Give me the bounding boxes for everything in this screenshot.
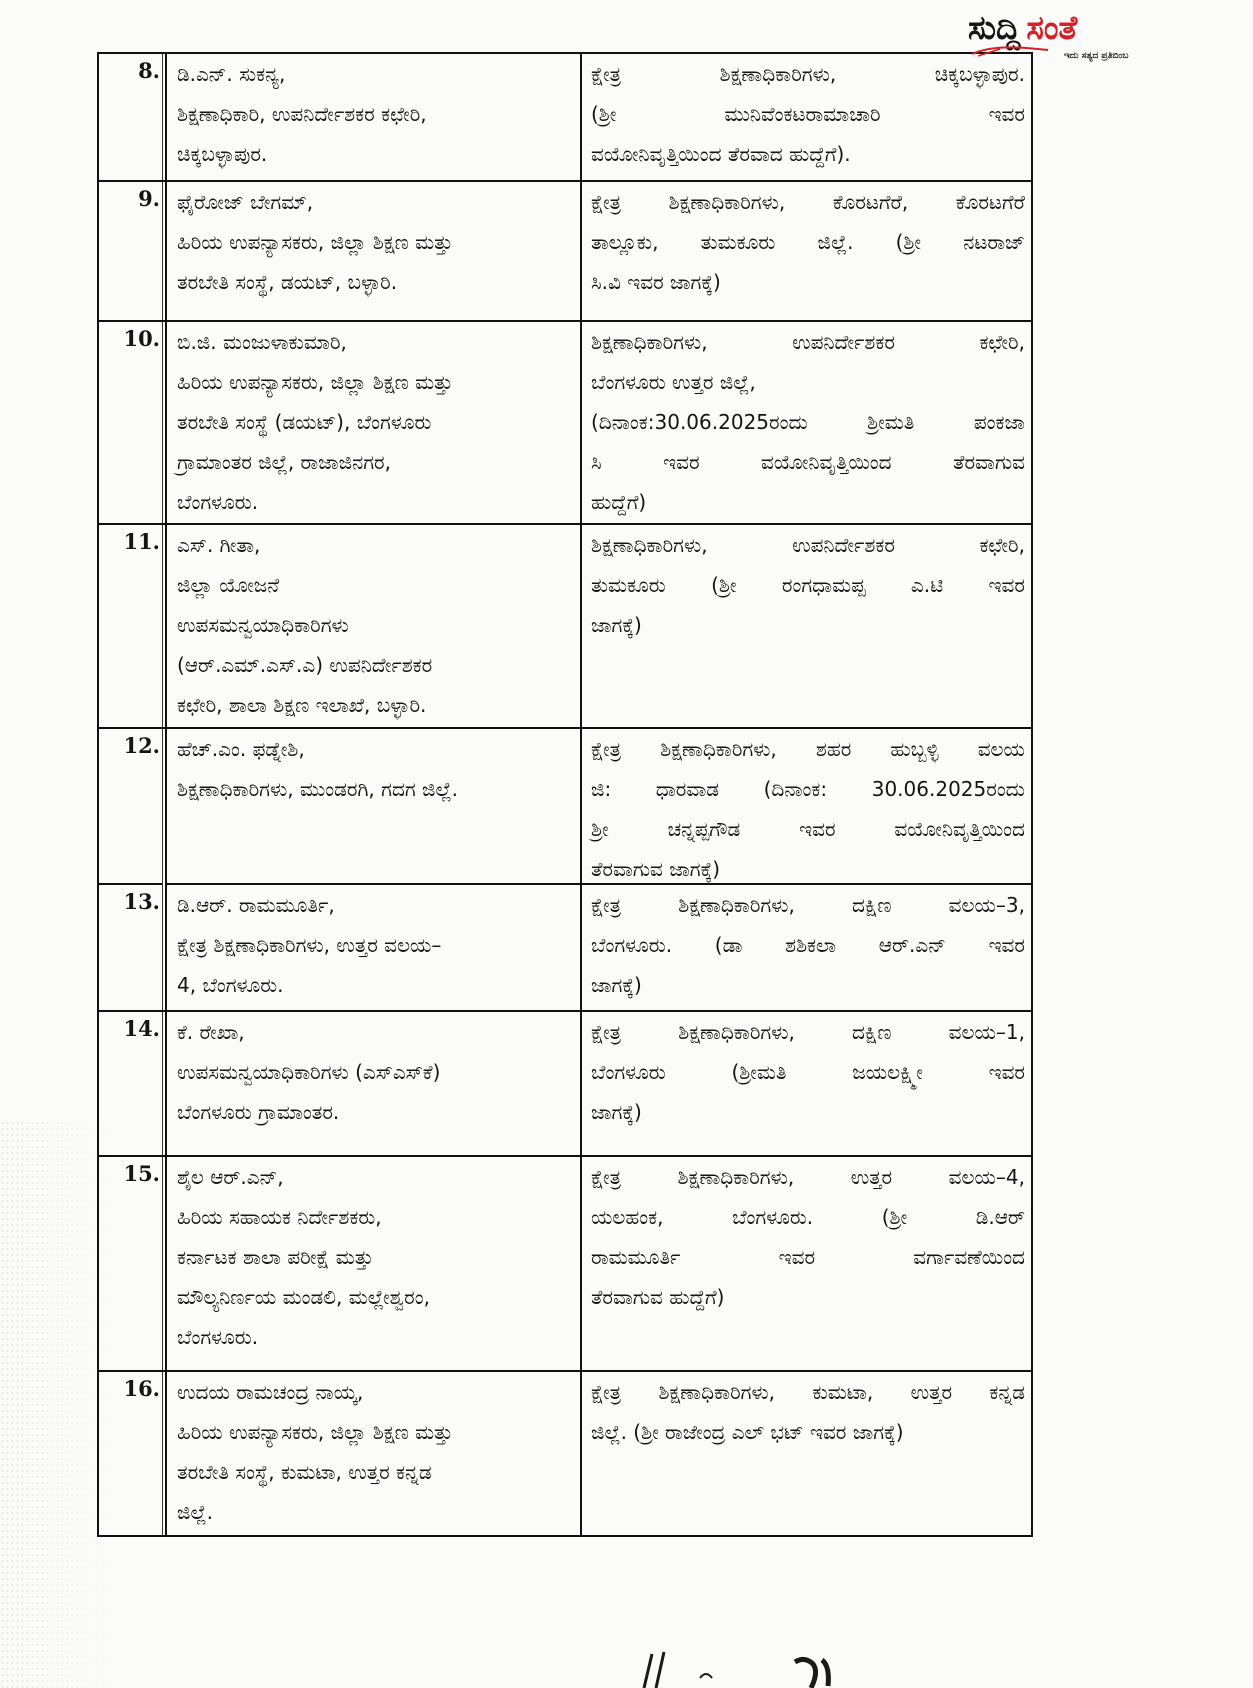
serial-number: 14. (99, 1012, 167, 1155)
table-row (99, 1012, 1031, 1157)
signature-fragment (630, 1648, 850, 1688)
word: ತುಮಕೂರು (700, 230, 776, 254)
posting-line (591, 402, 1025, 442)
logo-word-sudhi: ಸುದ್ದಿ (968, 8, 1021, 47)
word: ಬೆಂಗಳೂರು. (591, 933, 673, 957)
posting-line: ತೆರವಾಗುವ ಹುದ್ದೆಗೆ) (591, 1285, 725, 1309)
new-posting (582, 525, 1031, 727)
word: ಶಶಿಕಲಾ (785, 933, 837, 957)
word: ಧಾರವಾಡ (655, 777, 719, 801)
table-row (99, 1157, 1031, 1372)
word: ದಕ್ಷಿಣ (851, 1020, 892, 1044)
word: ಉತ್ತರ (850, 1165, 893, 1189)
word: ಇವರ (799, 817, 836, 841)
word: (ದಿನಾಂಕ: (763, 777, 828, 801)
word: ಕಛೇರಿ, (979, 330, 1025, 354)
table-row (99, 54, 1031, 182)
table-row (99, 322, 1031, 525)
word: ಉತ್ತರ (910, 1380, 953, 1404)
word: (ಶ್ರೀಮತಿ (731, 1060, 787, 1084)
current-position (167, 885, 582, 1010)
posting-line: ತೆರವಾಗುವ ಜಾಗಕ್ಕೆ) (591, 857, 721, 881)
posting-line (591, 322, 1025, 362)
table-row (99, 729, 1031, 885)
serial-number: 13. (99, 885, 167, 1010)
current-line: ಉಪಸಮನ್ವಯಾಧಿಕಾರಿಗಳು (ಎಸ್‌ಎಸ್‌ಕೆ) (177, 1060, 441, 1084)
word: ಕ್ಷೇತ್ರ (591, 1165, 622, 1189)
current-position (167, 182, 582, 320)
word: ಕಛೇರಿ, (979, 533, 1025, 557)
posting-line: ಬೆಂಗಳೂರು ಉತ್ತರ ಜಿಲ್ಲೆ, (591, 370, 756, 394)
posting-line (591, 729, 1025, 769)
word: ರಾಮಮೂರ್ತಿ (591, 1245, 681, 1269)
word: ಮುನಿವೆಂಕಟರಾಮಾಚಾರಿ (724, 102, 881, 126)
word: ವಲಯ (977, 737, 1025, 761)
logo-tagline: ಇದು ಸತ್ಯದ ಪ್ರತಿಬಿಂಬ (1064, 51, 1129, 61)
table-row (99, 1372, 1031, 1535)
word: ವಲಯ–3, (948, 893, 1025, 917)
current-line: (ಆರ್.ಎಮ್.ಎಸ್.ಎ) ಉಪನಿರ್ದೇಶಕರ (177, 653, 433, 677)
word: ಜಿಲ್ಲೆ. (817, 230, 854, 254)
word: (ಶ್ರೀ (881, 1205, 908, 1229)
word: ತುಮಕೂರು (591, 573, 666, 597)
word: ಉಪನಿರ್ದೇಶಕರ (792, 330, 895, 354)
word: ಇವರ (988, 102, 1025, 126)
current-line: ಶಿಕ್ಷಣಾಧಿಕಾರಿ, ಉಪನಿರ್ದೇಶಕರ ಕಛೇರಿ, (177, 102, 427, 126)
serial-number: 12. (99, 729, 167, 889)
word: ಶಿಕ್ಷಣಾಧಿಕಾರಿಗಳು, (591, 533, 708, 557)
word: ಕ್ಷೇತ್ರ (591, 893, 622, 917)
word: ಚನ್ನಪ್ಪಗೌಡ (667, 817, 741, 841)
table-row (99, 885, 1031, 1012)
posting-line (591, 1157, 1025, 1197)
new-posting (582, 322, 1031, 523)
current-line: ತರಬೇತಿ ಸಂಸ್ಥೆ (ಡಯಟ್), ಬೆಂಗಳೂರು (177, 410, 432, 434)
word: (ಶ್ರೀ (711, 573, 737, 597)
word: ಶಿಕ್ಷಣಾಧಿಕಾರಿಗಳು, (678, 1020, 795, 1044)
current-position (167, 54, 582, 180)
word: ಕುಮಟಾ, (812, 1380, 874, 1404)
current-line: ಎಸ್. ಗೀತಾ, (177, 533, 261, 557)
posting-line (591, 442, 1025, 482)
word: ಇವರ (988, 1060, 1025, 1084)
current-line: ಹಿರಿಯ ಸಹಾಯಕ ನಿರ್ದೇಶಕರು, (177, 1205, 382, 1229)
word: ಶ್ರೀ (591, 817, 609, 841)
posting-line (591, 769, 1025, 809)
posting-line: ಜಾಗಕ್ಕೆ) (591, 1100, 642, 1124)
current-line: ಹಿರಿಯ ಉಪನ್ಯಾಸಕರು, ಜಿಲ್ಲಾ ಶಿಕ್ಷಣ ಮತ್ತು (177, 230, 453, 254)
word: ಆರ್.ಎನ್ (878, 933, 946, 957)
current-line: ಕಛೇರಿ, ಶಾಲಾ ಶಿಕ್ಷಣ ಇಲಾಖೆ, ಬಳ್ಳಾರಿ. (177, 693, 427, 717)
posting-line (591, 222, 1025, 262)
serial-number: 11. (99, 525, 167, 727)
posting-line: ಜಾಗಕ್ಕೆ) (591, 613, 642, 637)
word: ಶಿಕ್ಷಣಾಧಿಕಾರಿಗಳು, (660, 737, 777, 761)
posting-line: ವಯೋನಿವೃತ್ತಿಯಿಂದ ತೆರವಾದ ಹುದ್ದೆಗೆ). (591, 142, 851, 166)
current-line: ತರಬೇತಿ ಸಂಸ್ಥೆ, ಕುಮಟಾ, ಉತ್ತರ ಕನ್ನಡ (177, 1460, 432, 1484)
word: ತೆರವಾಗುವ (953, 450, 1025, 474)
word: ಇವರ (663, 450, 700, 474)
posting-line (591, 54, 1025, 94)
posting-line: ಸಿ.ವಿ ಇವರ ಜಾಗಕ್ಕೆ) (591, 270, 721, 294)
word: ಶಿಕ್ಷಣಾಧಿಕಾರಿಗಳು, (719, 62, 837, 86)
current-line: ಬಿ.ಜಿ. ಮಂಜುಳಾಕುಮಾರಿ, (177, 330, 347, 354)
current-line: ಡಿ.ಆರ್. ರಾಮಮೂರ್ತಿ, (177, 893, 335, 917)
word: (ಶ್ರೀ (895, 230, 922, 254)
word: ಜಯಲಕ್ಷ್ಮೀ (852, 1060, 923, 1084)
posting-line: ಜಿಲ್ಲೆ. (ಶ್ರೀ ರಾಜೇಂದ್ರ ಎಲ್ ಭಟ್ ಇವರ ಜಾಗಕ್ಕೆ) (591, 1420, 904, 1444)
word: ಯಲಹಂಕ, (591, 1205, 664, 1229)
word: ಶಿಕ್ಷಣಾಧಿಕಾರಿಗಳು, (591, 330, 708, 354)
new-posting (582, 182, 1031, 320)
word: ತಾಲ್ಲೂಕು, (591, 230, 659, 254)
word: ಶಿಕ್ಷಣಾಧಿಕಾರಿಗಳು, (668, 190, 786, 214)
serial-number: 16. (99, 1372, 167, 1535)
pen-swoosh-icon (970, 44, 1050, 58)
current-position (167, 1012, 582, 1155)
current-line: ಕ್ಷೇತ್ರ ಶಿಕ್ಷಣಾಧಿಕಾರಿಗಳು, ಉತ್ತರ ವಲಯ– (177, 933, 442, 957)
posting-line (591, 1237, 1025, 1277)
posting-line (591, 885, 1025, 925)
word: ಶಹರ (815, 737, 852, 761)
word: ವರ್ಗಾವಣೆಯಿಂದ (913, 1245, 1025, 1269)
word: 30.06.2025ರಂದು (871, 777, 1025, 801)
current-line: ಉಪಸಮನ್ವಯಾಧಿಕಾರಿಗಳು (177, 613, 349, 637)
word: ಪಂಕಜಾ (973, 410, 1025, 434)
serial-number: 15. (99, 1157, 167, 1370)
word: ಹುಬ್ಬಳ್ಳಿ (890, 737, 939, 761)
table-row (99, 182, 1031, 322)
word: ಉಪನಿರ್ದೇಶಕರ (792, 533, 895, 557)
posting-line (591, 925, 1025, 965)
word: ಚಿಕ್ಕಬಳ್ಳಾಪುರ. (934, 62, 1025, 86)
word: ದಕ್ಷಿಣ (851, 893, 892, 917)
word: ನಟರಾಜ್ (963, 230, 1025, 254)
word: ಶ್ರೀಮತಿ (867, 410, 915, 434)
current-line: ಚಿಕ್ಕಬಳ್ಳಾಪುರ. (177, 142, 268, 166)
word: ವಯೋನಿವೃತ್ತಿಯಿಂದ (761, 450, 892, 474)
current-line: ಬೆಂಗಳೂರು ಗ್ರಾಮಾಂತರ. (177, 1100, 340, 1124)
new-posting (582, 54, 1031, 180)
new-posting (582, 729, 1031, 889)
word: ಎ.ಟಿ (910, 573, 944, 597)
word: ಕೊರಟಗೆರೆ (955, 190, 1025, 214)
posting-line (591, 94, 1025, 134)
transfer-table (97, 52, 1033, 1537)
current-line: ಕರ್ನಾಟಕ ಶಾಲಾ ಪರೀಕ್ಷೆ ಮತ್ತು (177, 1245, 374, 1269)
current-line: ಶಿಕ್ಷಣಾಧಿಕಾರಿಗಳು, ಮುಂಡರಗಿ, ಗದಗ ಜಿಲ್ಲೆ. (177, 777, 458, 801)
word: ಡಿ.ಆರ್ (975, 1205, 1025, 1229)
word: ವಲಯ–4, (948, 1165, 1025, 1189)
current-line: ಗ್ರಾಮಾಂತರ ಜಿಲ್ಲೆ, ರಾಜಾಜಿನಗರ, (177, 450, 391, 474)
word: ಶಿಕ್ಷಣಾಧಿಕಾರಿಗಳು, (678, 893, 795, 917)
current-line: 4, ಬೆಂಗಳೂರು. (177, 973, 284, 997)
current-position (167, 1157, 582, 1370)
word: ಶಿಕ್ಷಣಾಧಿಕಾರಿಗಳು, (658, 1380, 776, 1404)
new-posting (582, 1372, 1031, 1535)
word: ಕ್ಷೇತ್ರ (591, 190, 622, 214)
posting-line (591, 1372, 1025, 1412)
word: ಇವರ (988, 573, 1025, 597)
word: ಶಿಕ್ಷಣಾಧಿಕಾರಿಗಳು, (677, 1165, 795, 1189)
current-position (167, 729, 582, 889)
word: ಇವರ (778, 1245, 816, 1269)
word: ಕ್ಷೇತ್ರ (591, 62, 622, 86)
logo-word-sante: ಸಂತೆ (1026, 8, 1078, 47)
current-line: ಬೆಂಗಳೂರು. (177, 490, 259, 514)
current-line: ಹೆಚ್.ಎಂ. ಫಡ್ನೇಶಿ, (177, 737, 305, 761)
word: ಬೆಂಗಳೂರು (591, 1060, 666, 1084)
current-line: ಕೆ. ರೇಖಾ, (177, 1020, 245, 1044)
table-row (99, 525, 1031, 729)
serial-number: 8. (99, 54, 167, 180)
posting-line (591, 1197, 1025, 1237)
current-line: ಬೆಂಗಳೂರು. (177, 1325, 259, 1349)
word: ಕ್ಷೇತ್ರ (591, 737, 622, 761)
current-line: ಜಿಲ್ಲಾ ಯೋಜನೆ (177, 573, 280, 597)
word: (ಡಾ (714, 933, 743, 957)
posting-line (591, 1012, 1025, 1052)
current-line: ತರಬೇತಿ ಸಂಸ್ಥೆ, ಡಯಟ್, ಬಳ್ಳಾರಿ. (177, 270, 398, 294)
word: (ದಿನಾಂಕ:30.06.2025ರಂದು (591, 410, 808, 434)
posting-line: ಜಾಗಕ್ಕೆ) (591, 973, 642, 997)
current-line: ಹಿರಿಯ ಉಪನ್ಯಾಸಕರು, ಜಿಲ್ಲಾ ಶಿಕ್ಷಣ ಮತ್ತು (177, 1420, 453, 1444)
posting-line (591, 1052, 1025, 1092)
word: (ಶ್ರೀ (591, 102, 617, 126)
current-position (167, 525, 582, 727)
current-line: ಶೈಲ ಆರ್.ಎನ್, (177, 1165, 284, 1189)
current-position (167, 1372, 582, 1535)
new-posting (582, 1012, 1031, 1155)
word: ಕೊರಟಗೆರೆ, (832, 190, 909, 214)
word: ವಲಯ–1, (948, 1020, 1025, 1044)
posting-line (591, 565, 1025, 605)
posting-line: ಹುದ್ದೆಗೆ) (591, 490, 647, 514)
word: ಬೆಂಗಳೂರು. (732, 1205, 814, 1229)
current-line: ಉದಯ ರಾಮಚಂದ್ರ ನಾಯ್ಕ, (177, 1380, 364, 1404)
logo-wordmark (968, 8, 1158, 48)
word: ಕ್ಷೇತ್ರ (591, 1020, 622, 1044)
current-line: ಹಿರಿಯ ಉಪನ್ಯಾಸಕರು, ಜಿಲ್ಲಾ ಶಿಕ್ಷಣ ಮತ್ತು (177, 370, 453, 394)
new-posting (582, 885, 1031, 1010)
word: ವಯೋನಿವೃತ್ತಿಯಿಂದ (894, 817, 1025, 841)
word: ಇವರ (988, 933, 1025, 957)
posting-line (591, 809, 1025, 849)
word: ಜಿ: (591, 777, 612, 801)
serial-number: 9. (99, 182, 167, 320)
current-line: ಫೈರೋಜ್ ಬೇಗಮ್, (177, 190, 314, 214)
word: ಸಿ (591, 450, 602, 474)
word: ರಂಗಧಾಮಪ್ಪ (781, 573, 866, 597)
current-line: ಜಿಲ್ಲೆ. (177, 1500, 213, 1524)
new-posting (582, 1157, 1031, 1370)
current-line: ಡಿ.ಎನ್. ಸುಕನ್ಯ, (177, 62, 286, 86)
posting-line (591, 525, 1025, 565)
word: ಕನ್ನಡ (989, 1380, 1025, 1404)
sudhi-sante-logo (968, 8, 1158, 66)
serial-number: 10. (99, 322, 167, 523)
word: ಕ್ಷೇತ್ರ (591, 1380, 622, 1404)
current-line: ಮೌಲ್ಯನಿರ್ಣಯ ಮಂಡಲಿ, ಮಲ್ಲೇಶ್ವರಂ, (177, 1285, 430, 1309)
current-position (167, 322, 582, 523)
posting-line (591, 182, 1025, 222)
